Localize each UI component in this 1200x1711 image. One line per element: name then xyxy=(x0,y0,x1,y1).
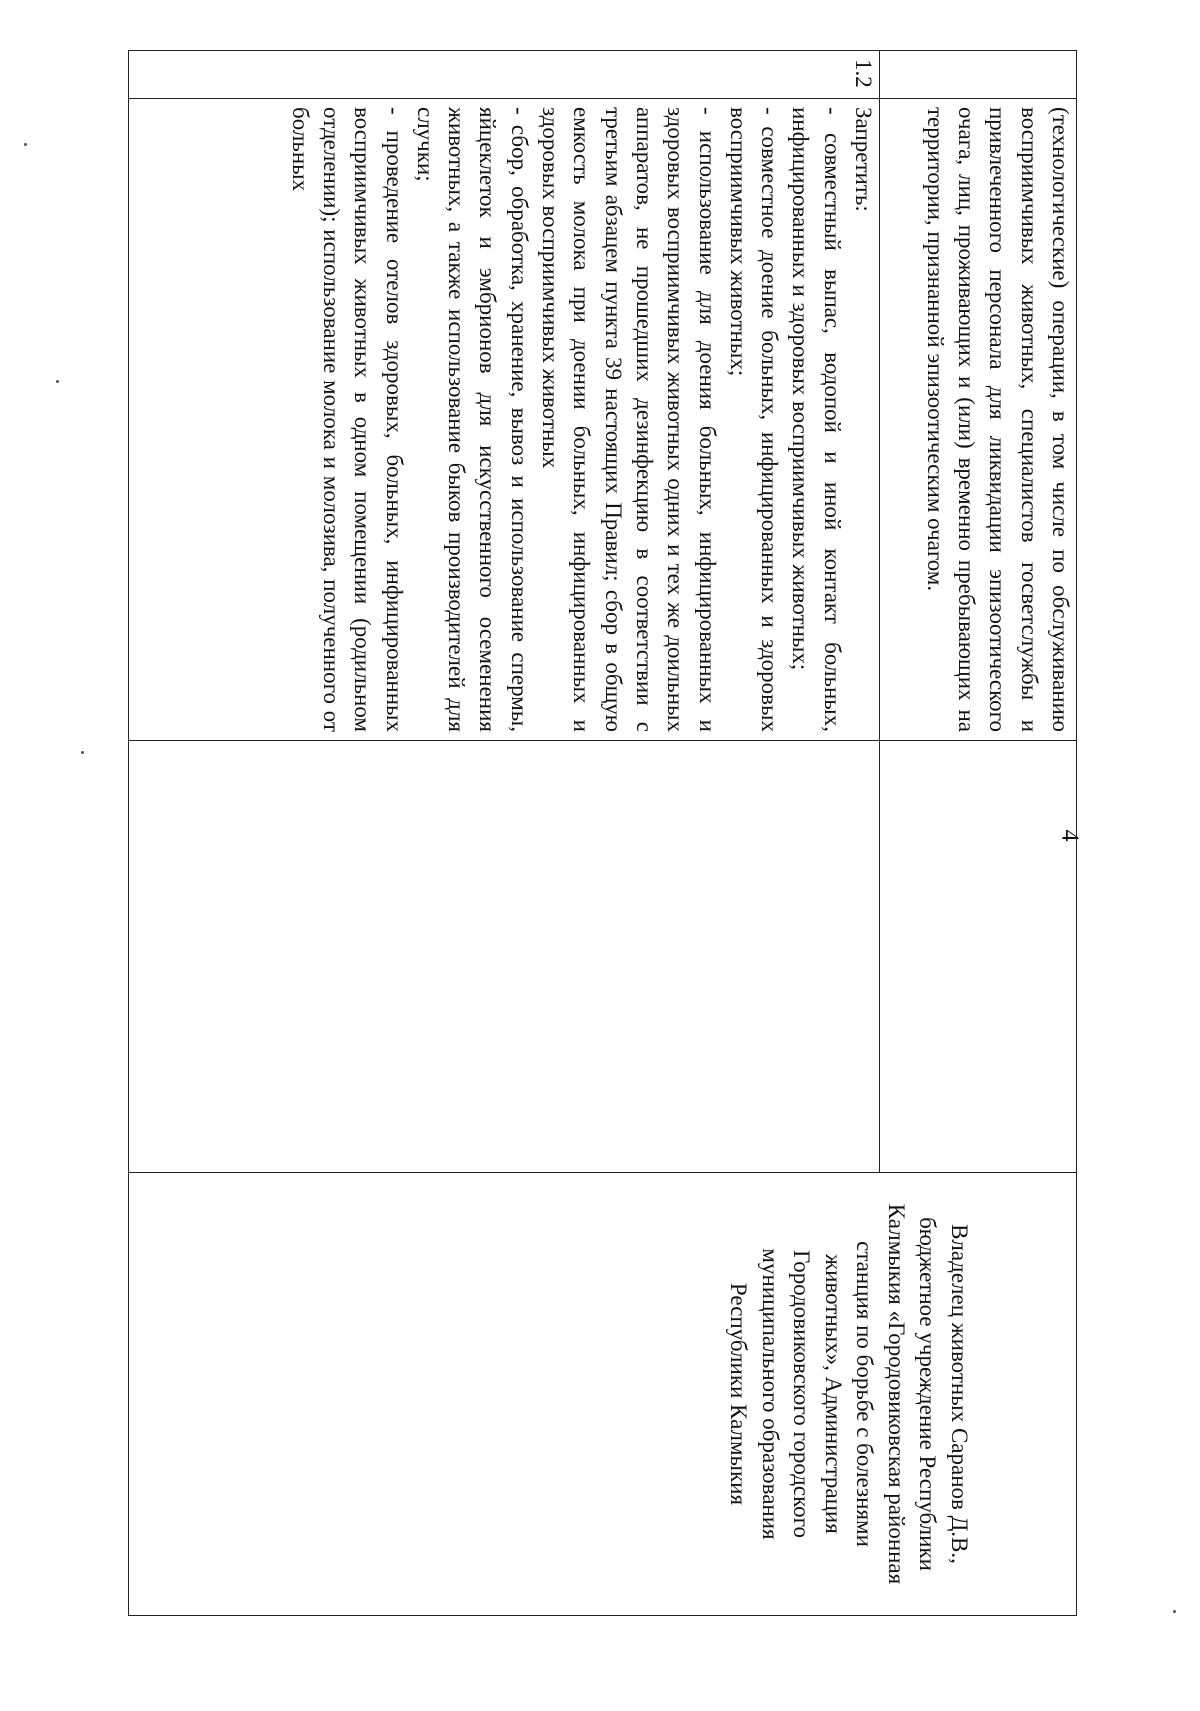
measure-paragraph: (технологические) операции, в том числе по обслуживанию восприимчивых животных, специалистов госветслужбы и привлеченного персонала для ликвидации эпизоотического очага, лиц, проживающих и (или) временно пребывающих на территории, признанной эпизоотическим очагом. xyxy=(922,107,1073,732)
responsible-line: станция по борьбе с болезнями xyxy=(852,1241,878,1547)
responsible-line: Республики Калмыкия xyxy=(726,1282,752,1506)
deadline-cell xyxy=(129,741,880,1173)
measure-cell xyxy=(880,99,1077,741)
responsible-text xyxy=(723,1173,1076,1615)
responsible-line: муниципального образования xyxy=(758,1248,783,1540)
scan-speck xyxy=(81,751,84,754)
responsible-line: животных», Администрация xyxy=(821,1254,846,1534)
responsible-line: бюджетное учреждение Республики xyxy=(915,1217,941,1571)
measure-text xyxy=(284,99,879,740)
responsible-cell xyxy=(129,1173,1077,1616)
responsible-line: Калмыкия «Городовиковская районная xyxy=(884,1203,909,1585)
scan-speck xyxy=(56,380,59,383)
measure-paragraph: Запретить: xyxy=(851,107,876,212)
responsible-line: Городовиковского городского xyxy=(789,1249,815,1539)
row-number-cell xyxy=(880,51,1077,99)
table-row xyxy=(880,51,1077,1616)
scan-speck xyxy=(24,143,27,146)
row-number-cell: 1.2 xyxy=(129,51,880,99)
measure-cell xyxy=(129,99,880,741)
measure-paragraph: - сбор, обработка, хранение, вывоз и использование спермы, яйцеклеток и эмбрионов для искусственного осеменения животных, а также использование быков производителей для случки; xyxy=(412,107,532,732)
deadline-cell xyxy=(880,741,1077,1173)
measures-table xyxy=(128,50,1077,1616)
scan-speck xyxy=(1173,1610,1176,1613)
page-number: 4 xyxy=(1056,829,1083,842)
measure-text xyxy=(920,99,1076,740)
measure-paragraph: - совместное доение больных, инфицированных и здоровых восприимчивых животных; xyxy=(725,107,783,732)
responsible-line: Владелец животных Саранов Д.В., xyxy=(947,1224,972,1564)
measure-paragraph: - использование для доения больных, инфицированных и здоровых восприимчивых животных одних и тех же доильных аппаратов, не прошедших дезинфекцию в соответствии с третьим абзацем пункта 39 настоящих Правил; сбор в общую емкость молока при доении больных, инфицированных и здоровых восприимчивых животных xyxy=(538,107,720,732)
measure-paragraph: - совместный выпас, водопой и иной контакт больных, инфицированных и здоровых восприимчивых животных; xyxy=(788,107,845,732)
rotated-document-page xyxy=(129,50,1077,1615)
measure-paragraph: - проведение отелов здоровых, больных, инфицированных восприимчивых животных в одном помещении (родильном отделении); использование молока и молозива, полученного от больных xyxy=(287,107,407,732)
